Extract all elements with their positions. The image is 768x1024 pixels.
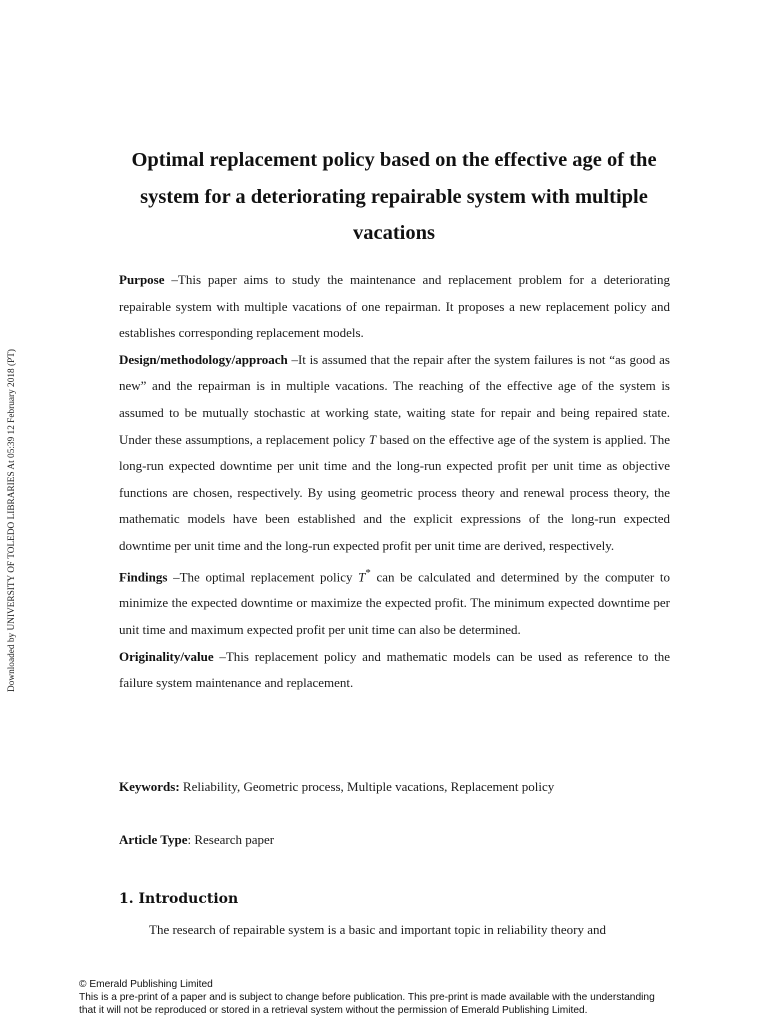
optimal-policy-symbol: T	[358, 568, 366, 584]
optimal-policy-superscript: *	[365, 566, 371, 579]
article-type-line	[119, 831, 679, 849]
download-watermark: Downloaded by UNIVERSITY OF TOLEDO LIBRARIES At 05:39 12 February 2018 (PT)	[7, 348, 17, 692]
keywords-line	[119, 778, 679, 796]
copyright-line: © Emerald Publishing Limited	[79, 979, 213, 990]
policy-symbol: T	[368, 431, 377, 447]
keywords-text: Reliability, Geometric process, Multiple vacations, Replacement policy	[179, 779, 555, 794]
paper-title: Optimal replacement policy based on the effective age of the system for a deteriorating repairable system with multiple vacations	[131, 149, 657, 244]
preprint-notice-line-1: This is a pre-print of a paper and is subject to change before publication. This pre-print is made available with the understanding	[79, 992, 655, 1003]
findings-text-2: can be calculated and determined by the computer to minimize the expected downtime or maximize the expected profit. The minimum expected downtime per unit time and maximum expected profit per unit time can also be determined.	[119, 568, 671, 638]
originality-label: Originality/value	[119, 648, 214, 664]
article-type-text: : Research paper	[187, 832, 275, 847]
preprint-notice-line-2: that it will not be reproduced or stored in a retrieval system without the permission of Emerald Publishing Limited.	[79, 1005, 588, 1016]
publisher-footer	[79, 978, 759, 1017]
findings-label: Findings	[119, 568, 168, 584]
abstract-purpose	[119, 267, 670, 347]
introduction-paragraph: The research of repairable system is a basic and important topic in reliability theory and	[149, 922, 607, 937]
findings-text-1: –The optimal replacement policy	[167, 568, 359, 584]
design-text-2: based on the effective age of the system is applied. The long-run expected downtime per unit time and the long-run expected profit per unit time as objective functions are chosen, respectively. By using geometric process theory and renewal process theory, the mathematic models have been established and the explicit expressions of the long-run expected downtime per unit time and the long-run expected profit per unit time are derived, respectively.	[119, 431, 670, 553]
keywords-label: Keywords:	[119, 779, 180, 794]
abstract-design	[119, 347, 670, 560]
introduction-heading: 1. Introduction	[119, 891, 239, 907]
design-label: Design/methodology/approach	[119, 351, 288, 367]
abstract-findings	[119, 560, 670, 644]
originality-text: –This replacement policy and mathematic models can be used as reference to the failure system maintenance and replacement.	[119, 648, 670, 691]
structured-abstract	[119, 267, 670, 697]
purpose-text: –This paper aims to study the maintenance and replacement problem for a deteriorating repairable system with multiple vacations of one repairman. It proposes a new replacement policy and establishes corresponding replacement models.	[119, 272, 670, 341]
abstract-originality	[119, 644, 670, 697]
design-text-1: –It is assumed that the repair after the system failures is not “as good as new” and the repairman is in multiple vacations. The reaching of the effective age of the system is assumed to be mutually stochastic at working state, waiting state for repair and being repaired state. Under these assumptions, a replacement policy	[119, 351, 670, 447]
article-type-label: Article Type	[119, 832, 188, 847]
purpose-label: Purpose	[119, 272, 165, 287]
